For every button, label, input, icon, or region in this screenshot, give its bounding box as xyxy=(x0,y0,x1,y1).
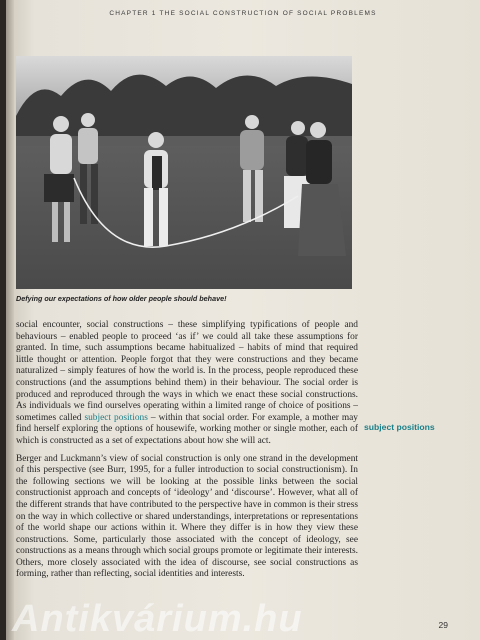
paragraph-text: – within that social order. For example, a mother may find herself exploring the options of housewife, working mother or single mother, each of which is constructed as a set of expectations about how she will act. xyxy=(16,412,358,446)
paragraph-text: social encounter, social constructions – these simplifying typifications of people and behaviours – enabled people to proceed ‘as if’ we could all take these assumptions for granted. In time, such assumptions became habitualized – habits of mind that required little thought or attention. People forgot that they were constructions and they became naturalized – simply features of how the world is. In the process, people reproduced these constructions (and the assumptions behind them) in their behaviour. The social order is produced and reproduced through the ways in which we enact these social constructions. As individuals we find ourselves operating within a limited range of choice of positions – sometimes called xyxy=(16,320,358,423)
paragraph xyxy=(16,320,358,448)
book-page xyxy=(6,0,480,640)
figure-caption: Defying our expectations of how older people should behave! xyxy=(16,294,227,303)
page-number: 29 xyxy=(438,620,448,630)
margin-note: subject positions xyxy=(364,422,435,432)
key-term: subject positions xyxy=(84,412,148,423)
body-text xyxy=(16,320,358,587)
photo-older-women-skipping-rope xyxy=(16,56,352,289)
paragraph: Berger and Luckmann’s view of social construction is only one strand in the development of this perspective (see Burr, 1995, for a fuller introduction to social constructionism). In the following sections we will be looking at the possible links between the social constructionist approach and concepts of ‘ideology’ and ‘discourse’. However, what all of the different strands that have contributed to the perspective have in common is their stress on the way in which collective or shared understandings, interpretations or representations of the world shape our actions within it. Where they differ is in how they view these constructions. Some, particularly those associated with the concept of ideology, see constructions as a means through which social groups promote or legitimate their interests. Others, more closely associated with the idea of discourse, see social constructions as forming, rather than reflecting, social identities and interests. xyxy=(16,453,358,580)
book-spine-shadow xyxy=(6,0,14,640)
running-head: CHAPTER 1 THE SOCIAL CONSTRUCTION OF SOCIAL PROBLEMS xyxy=(109,10,377,17)
watermark: Antikvárium.hu xyxy=(12,598,303,640)
